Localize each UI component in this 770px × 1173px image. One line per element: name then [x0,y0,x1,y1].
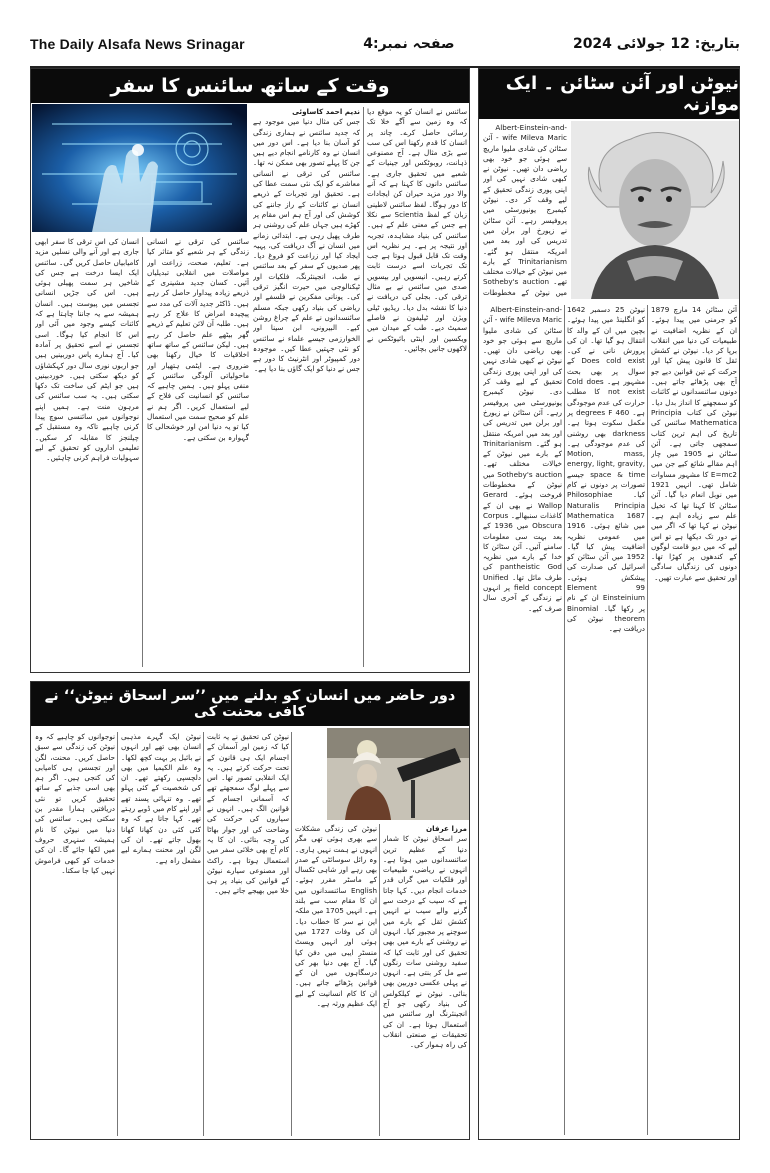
paper-name: The Daily Alsafa News Srinagar [30,36,245,52]
newton-einstein-col-4 [483,305,562,1135]
newton-einstein-text-4: Albert-Einstein-and-wife Mileva Maric - آئن سٹائن کی شادی ملیوا ماریچ سے ہوئی جو خود بھی ریاضی دان تھیں۔ نیوٹن نے کبھی شادی نہیں کی اور اپنی پوری زندگی تحقیق کے لیے وقف کر دی۔ نیوٹن کیمبرج یونیورسٹی میں پروفیسر رہے۔ آئن سٹائن نے زیورخ اور برلن میں تدریس کی اور بعد میں امریکہ منتقل ہو گئے۔ Trinitarianism کے بارے میں نیوٹن کے خیالات مختلف تھے۔ Sotheby's auction میں نیوٹن کے مخطوطات فروخت ہوئے۔ Gerard Wallop نے بھی ان کے کاغذات سنبھالے۔ Corpus Obscura میں 1936 کے بعد بہت سی معلومات سامنے آئیں۔ آئن سٹائن کا خدا کے بارے میں نظریہ pantheistic God کی طرف مائل تھا۔ Unified field concept پر انہوں نے زندگی کے آخری سال صرف کیے۔ [483,305,562,613]
science-text-4: انسان کی اس ترقی کا سفر ابھی جاری ہے اور آنے والی نسلیں مزید کامیابیاں حاصل کریں گی۔ سائنس ایک ایسا درخت ہے جس کی شاخیں ہر سمت پھیلی ہوئی ہیں۔ اس کی جڑیں انسانی تجسس میں پیوست ہیں۔ انسان ہمیشہ سے یہ جاننا چاہتا ہے کہ کائنات کیسے وجود میں آئی اور اس کا انجام کیا ہوگا۔ اسی تجسس نے اسے تحقیق پر آمادہ کیا۔ آج ہمارے پاس دوربینیں ہیں جو اربوں نوری سال دور کہکشاؤں کو دیکھ سکتی ہیں۔ خوردبینیں ہیں جو ایٹم کی ساخت تک دکھا سکتی ہیں۔ یہ سب سائنس کی مرہون منت ہے۔ ہمیں اپنے نوجوانوں میں سائنسی سوچ پیدا کرنی چاہیے تاکہ وہ مستقبل کے چیلنجز کا مقابلہ کر سکیں۔ تعلیمی اداروں کو تحقیق کے لیے سہولیات فراہم کرنی چاہئیں۔ [35,237,139,463]
issue-date: بتاریخ: 12 جولائی 2024 [572,36,740,52]
newton-feature-col-2 [295,824,377,1136]
science-col-1 [253,107,360,667]
divider [647,305,648,1135]
newton-feature-text-3: نیوٹن کی تحقیق نے یہ ثابت کیا کہ زمین اور آسمان کے اجسام ایک ہی قانون کے تحت حرکت کرتے ہیں۔ یہ ایک انقلابی تصور تھا۔ اس سے پہلے لوگ سمجھتے تھے کہ آسمانی اجسام کے قوانین الگ ہیں۔ انہوں نے سیاروں کی حرکت کی وضاحت کی اور جوار بھاٹا کی وجہ بتائی۔ ان کا یہ کام آج بھی خلائی سفر میں استعمال ہوتا ہے۔ راکٹ اور مصنوعی سیارے نیوٹن کے قوانین کی بنیاد پر ہی خلا میں بھیجے جاتے ہیں۔ [207,732,289,896]
science-text-1: جس کی مثال دنیا میں موجود ہے کہ جدید سائنس نے ہماری زندگی کو آسان بنا دیا ہے۔ اس دور میں انسان نے وہ کارنامے انجام دیے ہیں جن کا پہلے تصور بھی ممکن نہ تھا۔ سائنس کی ترقی نے انسانی معاشرے کو ایک نئی سمت عطا کی ہے۔ تحقیق اور تجربات کے ذریعے انسان نے کائنات کے راز جاننے کی کوشش کی اور آج ہم اس مقام پر کھڑے ہیں جہاں علم کی روشنی ہر طرف پھیل رہی ہے۔ ابتدائی زمانے میں انسان نے آگ دریافت کی، پہیہ ایجاد کیا اور زراعت کو فروغ دیا۔ پھر صدیوں کے سفر کے بعد سائنس نے طب، انجینئرنگ، فلکیات اور ٹیکنالوجی میں حیرت انگیز ترقی کی۔ یونانی مفکرین نے فلسفے اور ریاضی کی بنیاد رکھی جبکہ مسلم سائنسدانوں نے علم کے چراغ روشن کیے۔ البیرونی، ابن سینا اور الخوارزمی جیسے علماء نے سائنس کو نئی جہتیں عطا کیں۔ موجودہ دور کمپیوٹر اور انٹرنیٹ کا دور ہے جس نے دنیا کو ایک گاؤں بنا دیا ہے۔ [253,117,360,374]
newton-einstein-col-3 [567,305,645,1135]
science-col-2 [367,107,467,667]
newton-einstein-article [478,68,740,1140]
page-number: صفحہ نمبر:4 [363,36,455,52]
newton-feature-byline: مرزا عرفان [426,824,467,833]
science-text-2: سائنس نے انسان کو یہ موقع دیا کہ وہ زمین سے آگے خلا تک رسائی حاصل کرے۔ چاند پر انسان کا قدم رکھنا اس کی سب سے بڑی مثال ہے۔ آج مصنوعی ذہانت، روبوٹکس اور جینیات کے شعبے میں تحقیق جاری ہے۔ سائنس دانوں کا کہنا ہے کہ آنے والا دور مزید حیران کن ایجادات کا دور ہوگا۔ لفظ سائنس لاطینی زبان کے لفظ Scientia سے نکلا ہے جس کے معنی علم کے ہیں۔ سائنس کی بنیاد مشاہدہ، تجربہ اور نتیجہ پر ہے۔ ہر نظریہ اس وقت تک قابل قبول ہوتا ہے جب تک تجربات اسے درست ثابت کرتے رہیں۔ انیسویں اور بیسویں صدی میں سائنس نے بے مثال ترقی کی۔ بجلی کی دریافت نے دنیا کا نقشہ بدل دیا۔ ریڈیو، ٹیلی ویژن اور ٹیلیفون نے فاصلے سمیٹ دیے۔ طب کے میدان میں ویکسین اور اینٹی بائیوٹکس نے لاکھوں جانیں بچائیں۔ [367,107,467,353]
divider [564,305,565,1135]
newton-feature-col-3 [207,732,289,1136]
science-byline: ندیم احمد کاساوئی [292,107,360,116]
science-headline: وقت کے ساتھ سائنس کا سفر [110,75,390,97]
science-col-4 [35,237,139,667]
newton-feature-col-1 [383,824,467,1136]
newton-feature-col-5 [35,732,115,1136]
einstein-portrait-icon [571,121,739,299]
newton-feature-col-4 [121,732,201,1136]
science-article [30,68,470,673]
masthead [30,22,740,68]
newton-telescope-icon [327,728,469,820]
newton-einstein-text-3: نیوٹن 25 دسمبر 1642 کو انگلینڈ میں پیدا ہوئے۔ بچپن میں ان کے والد کا انتقال ہو گیا تھا۔ ان کی پرورش نانی نے کی۔ Does cold exist کے سوال پر بھی بحث مشہور ہے۔ Cold does not exist کا مطلب حرارت کی عدم موجودگی ہے۔ 460 degrees F پر مکمل سکوت ہوتا ہے۔ darkness بھی روشنی کی عدم موجودگی ہے۔ Motion, mass, energy, light, gravity, space & time جیسے تصورات پر دونوں نے کام کیا۔ Philosophiae Naturalis Principia Mathematica 1687 میں شائع ہوئی۔ 1916 میں عمومی نظریہ اضافیت پیش کیا گیا۔ 1952 میں آئن سٹائن کو اسرائیل کی صدارت کی پیشکش ہوئی۔ Element 99 Einsteinium ان کے نام پر رکھا گیا۔ Binomial theorem نیوٹن کی دریافت ہے۔ [567,305,645,634]
divider [379,824,380,1136]
divider [291,732,292,1136]
touchscreen-hand-icon [32,104,247,232]
newton-feature-text-1: سر اسحاق نیوٹن کا شمار دنیا کے عظیم ترین سائنسدانوں میں ہوتا ہے۔ انہوں نے ریاضی، طبیعیات اور فلکیات میں گراں قدر خدمات انجام دیں۔ کہا جاتا ہے کہ سیب کے درخت سے گرنے والے سیب نے انہیں کشش ثقل کے بارے میں سوچنے پر مجبور کیا۔ انہوں نے روشنی کے بارے میں بھی تحقیق کی اور ثابت کیا کہ سفید روشنی سات رنگوں سے مل کر بنتی ہے۔ انہوں نے پہلی عکسی دوربین بھی بنائی۔ نیوٹن نے کیلکولس کی بنیاد رکھی جو آج انجینئرنگ اور سائنس میں استعمال ہوتا ہے۔ ان کی تحقیقات نے صنعتی انقلاب کی راہ ہموار کی۔ [383,834,467,1050]
newton-feature-headline: دور حاضر میں انسان کو بدلنے میں ’’سر اسحاق نیوٹن‘‘ نے کافی محنت کی [44,688,456,720]
science-text-3: سائنس کی ترقی نے انسانی زندگی کے ہر شعبے کو متاثر کیا ہے۔ تعلیم، صحت، زراعت اور مواصلات میں انقلابی تبدیلیاں آئیں۔ کسان جدید مشینری کے ذریعے زیادہ پیداوار حاصل کر رہے ہیں۔ ڈاکٹر جدید آلات کی مدد سے پیچیدہ امراض کا علاج کر رہے ہیں۔ طلبہ آن لائن تعلیم کے ذریعے گھر بیٹھے علم حاصل کر رہے ہیں۔ لیکن سائنس کے ساتھ ساتھ اخلاقیات کا خیال رکھنا بھی ضروری ہے۔ ایٹمی ہتھیار اور ماحولیاتی آلودگی سائنس کے منفی پہلو ہیں۔ ہمیں چاہیے کہ سائنس کو انسانیت کی فلاح کے لیے استعمال کریں۔ اگر ہم نے علم کو صحیح سمت میں استعمال کیا تو یہ دنیا امن اور خوشحالی کا گہوارہ بن سکتی ہے۔ [147,237,249,442]
newton-einstein-text-2: آئن سٹائن 14 مارچ 1879 کو جرمنی میں پیدا ہوئے۔ ان کے نظریہ اضافیت نے طبیعیات کی دنیا میں انقلاب برپا کر دیا۔ نیوٹن نے کشش ثقل کا قانون پیش کیا اور حرکت کے تین قوانین دیے جو آج بھی پڑھائے جاتے ہیں۔ دونوں سائنسدانوں نے کائنات کو سمجھنے کا انداز بدل دیا۔ نیوٹن کی کتاب Principia Mathematica سائنس کی تاریخ کی اہم ترین کتاب سمجھی جاتی ہے۔ آئن سٹائن نے 1905 میں چار اہم مقالے شائع کیے جن میں E=mc2 کا مشہور مساوات شامل تھی۔ انہیں 1921 میں نوبل انعام دیا گیا۔ آئن سٹائن کا کہنا تھا کہ تخیل علم سے زیادہ اہم ہے۔ نیوٹن نے کہا تھا کہ اگر میں نے دور تک دیکھا ہے تو اس لیے کہ میں دیو قامت لوگوں کے کندھوں پر کھڑا تھا۔ دونوں کی زندگیاں سادگی اور تحقیق سے عبارت تھیں۔ [651,305,737,582]
newton-feature-headline-banner [31,682,469,726]
newton-einstein-headline: نیوٹن اور آئن سٹائن ۔ ایک موازنہ [505,73,739,115]
newton-einstein-text-1a: Albert-Einstein-and-wife Mileva Maric - آئن سٹائن کی شادی ملیوا ماریچ سے ہوئی جو خود بھی ریاضی دان تھیں۔ نیوٹن نے کبھی شادی نہیں کی اور اپنی پوری زندگی تحقیق کے لیے وقف کر دی۔ نیوٹن کیمبرج یونیورسٹی میں پروفیسر رہے۔ آئن سٹائن نے زیورخ اور برلن میں تدریس کی اور بعد میں امریکہ منتقل ہو گئے۔ Trinitarianism کے بارے میں نیوٹن کے خیالات مختلف تھے۔ Sotheby's auction میں نیوٹن کے مخطوطات [483,123,567,297]
newton-einstein-col-1 [483,123,567,299]
divider [142,237,143,667]
divider [203,732,204,1136]
science-col-3 [147,237,249,667]
newton-feature-text-4: نیوٹن ایک گہرے مذہبی انسان بھی تھے اور انہوں نے بائبل پر بہت کچھ لکھا۔ وہ علم الکیمیا میں بھی دلچسپی رکھتے تھے۔ ان کی شخصیت کے کئی پہلو تھے۔ وہ تنہائی پسند تھے اور اپنے کام میں ڈوبے رہتے تھے۔ کہا جاتا ہے کہ وہ کئی کئی دن کھانا کھانا بھول جاتے تھے۔ ان کی لگن اور محنت ہمارے لیے مشعل راہ ہے۔ [121,732,201,865]
newton-einstein-col-2 [651,305,737,1135]
newton-feature-text-2: نیوٹن کی زندگی مشکلات سے بھری ہوئی تھی مگر انہوں نے ہمت نہیں ہاری۔ وہ رائل سوسائٹی کے صدر بھی رہے اور شاہی ٹکسال کے ماسٹر مقرر ہوئے۔ English سائنسدانوں میں ان کا مقام سب سے بلند ہے۔ انہیں 1705 میں ملکہ این نے سر کا خطاب دیا۔ ان کی وفات 1727 میں ہوئی اور انہیں ویسٹ منسٹر ایبی میں دفن کیا گیا۔ آج بھی دنیا بھر کی درسگاہوں میں ان کے قوانین پڑھائے جاتے ہیں۔ ان کا کام انسانیت کے لیے ایک عظیم ورثہ ہے۔ [295,824,377,1009]
science-headline-banner [31,69,469,103]
divider [363,107,364,667]
newton-feature-text-5: نوجوانوں کو چاہیے کہ وہ نیوٹن کی زندگی سے سبق حاصل کریں۔ محنت، لگن اور تجسس ہی کامیابی کی کنجی ہیں۔ اگر ہم بھی اسی جذبے کے ساتھ تحقیق کریں تو نئی دریافتیں ہمارا مقدر بن سکتی ہیں۔ سائنس کی دنیا میں نیوٹن کا نام ہمیشہ سنہری حروف میں لکھا جائے گا۔ ان کی خدمات کو کبھی فراموش نہیں کیا جا سکتا۔ [35,732,115,875]
newton-einstein-headline-banner [479,69,739,119]
divider [117,732,118,1136]
newton-feature-article [30,681,470,1140]
